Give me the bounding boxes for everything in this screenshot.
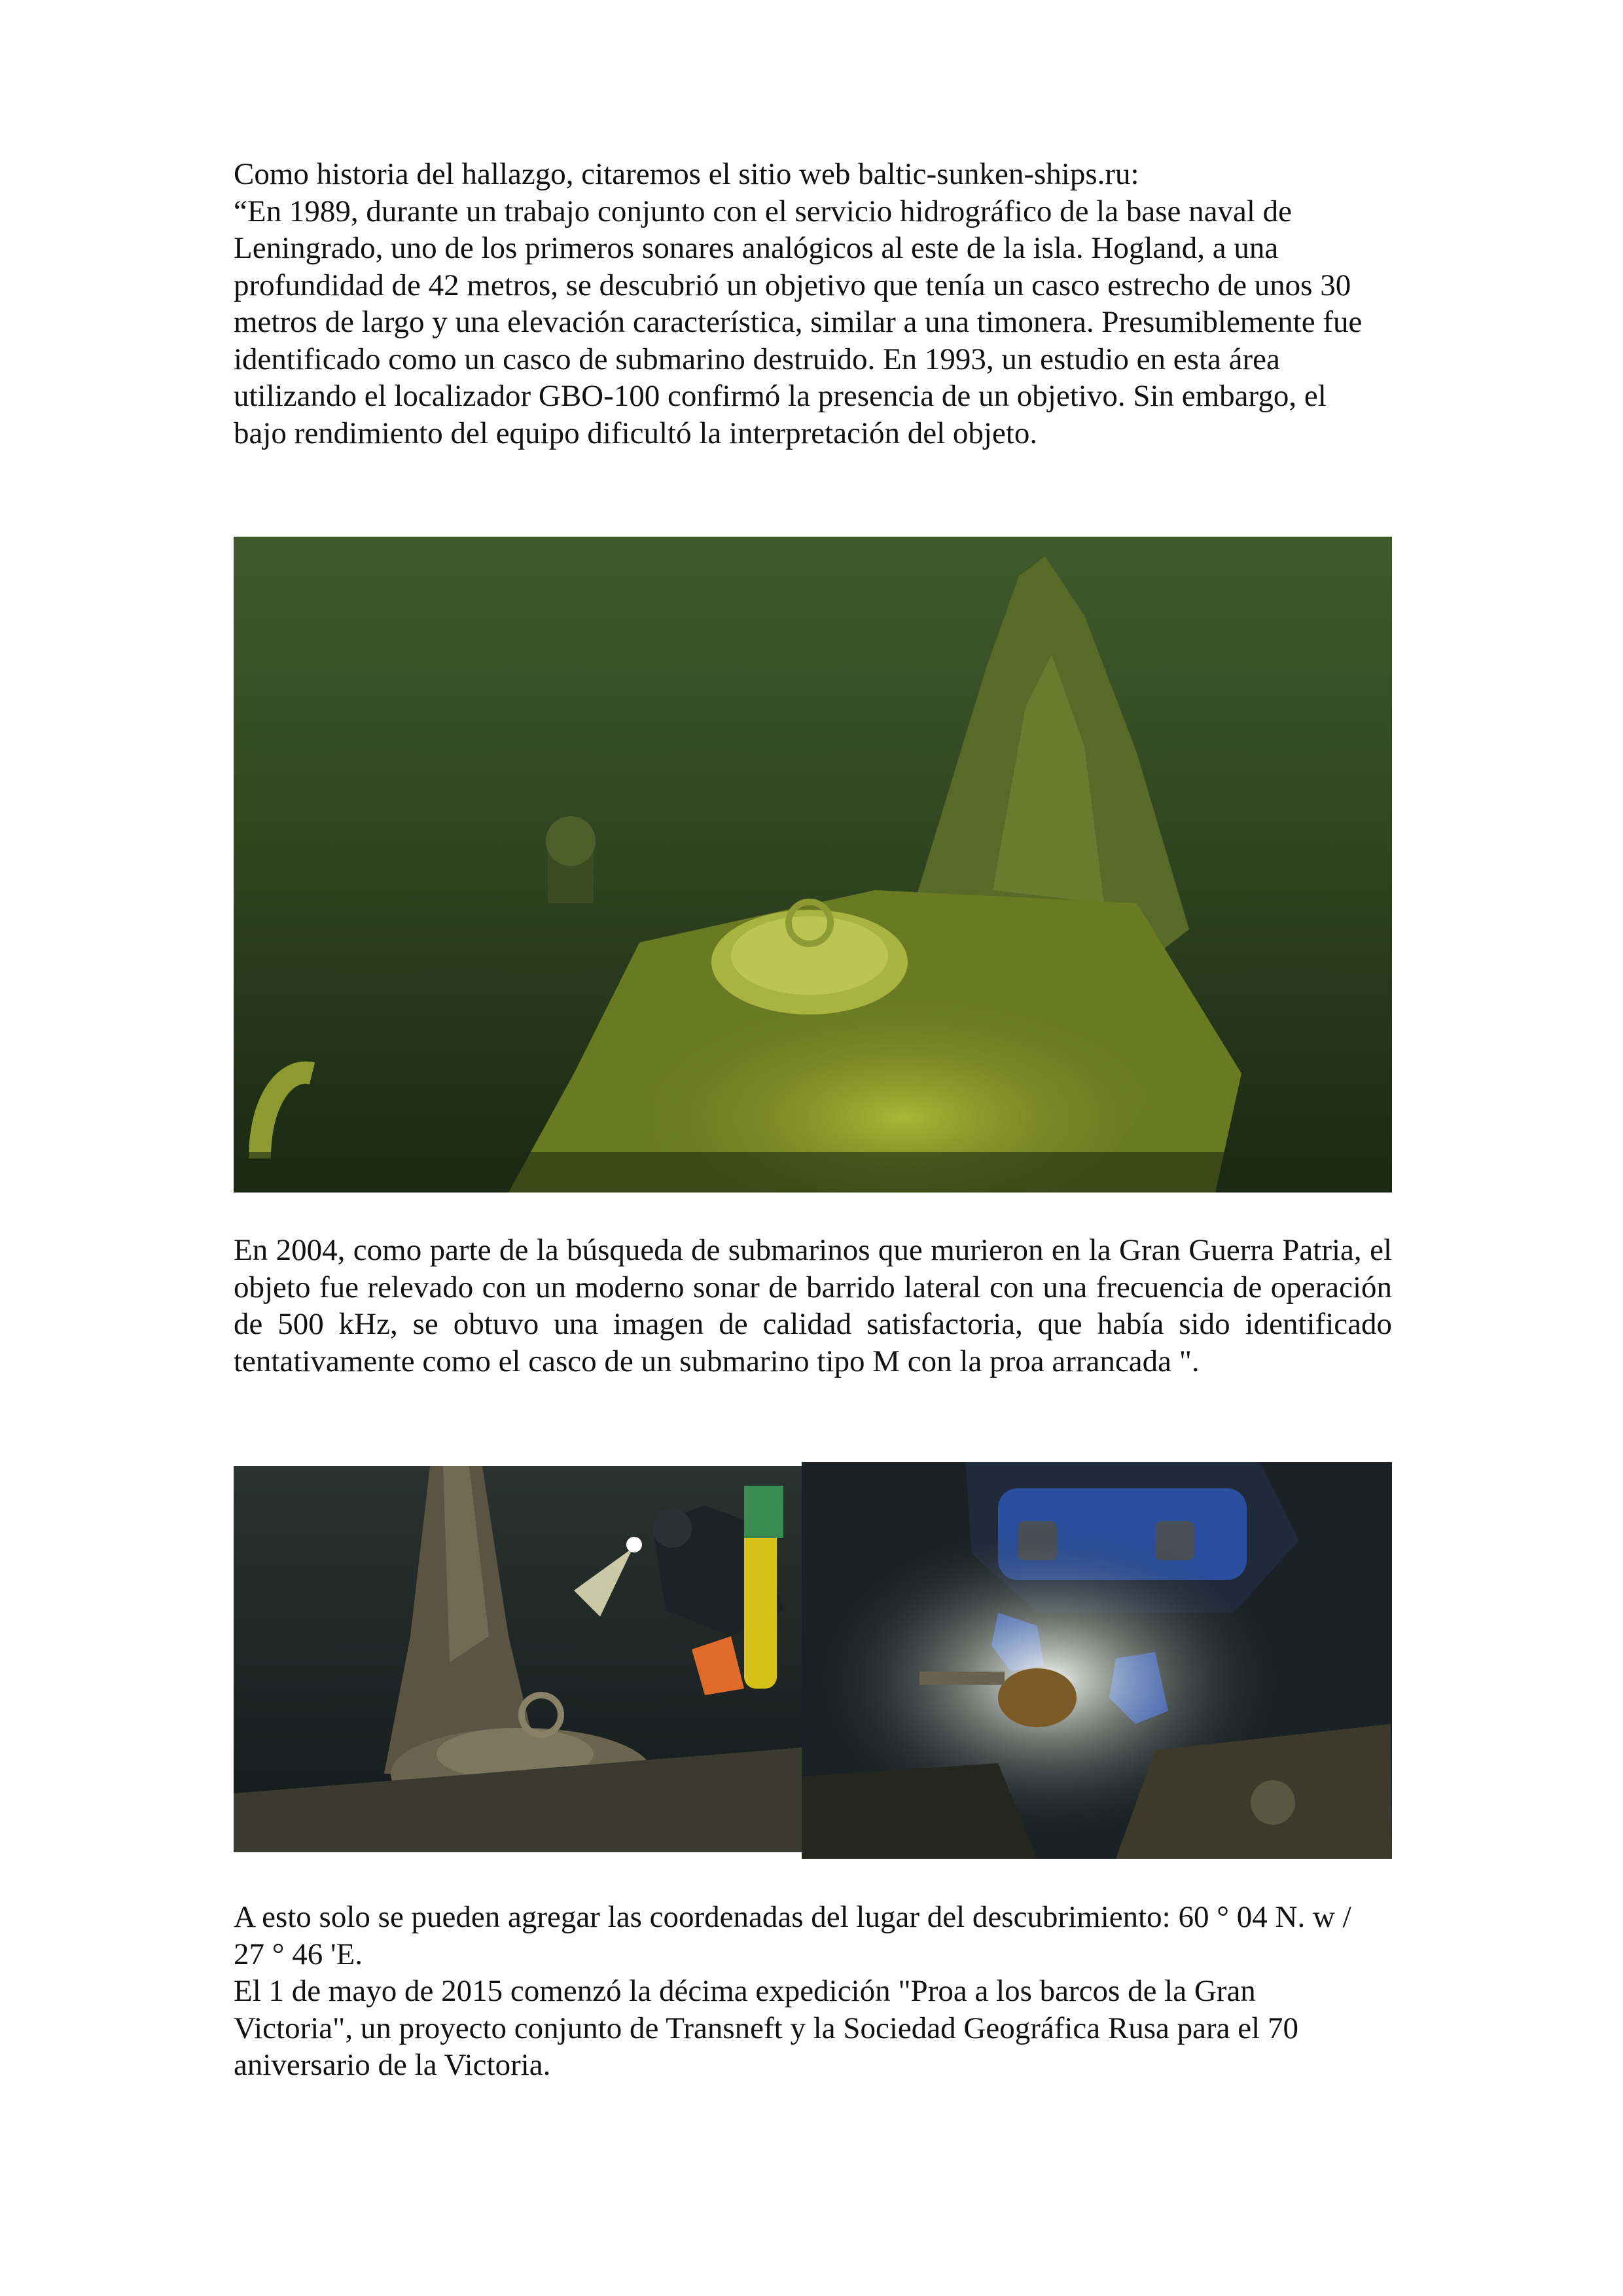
coordinates-text: A esto solo se pueden agregar las coordenadas del lugar del descubrimiento: 60 ° 04 N. w / 27 ° 46 'E.	[234, 1900, 1351, 1971]
intro-quote: “En 1989, durante un trabajo conjunto con el servicio hidrográfico de la base naval de Leningrado, uno de los primeros sonares analógicos al este de la isla. Hogland, a una profundidad de 42 metros, se descubrió un objetivo que tenía un casco estrecho de unos 30 metros de largo y una elevación característica, similar a una timonera. Presumiblemente fue identificado como un casco de submarino destruido. En 1993, un estudio en esta área utilizando el localizador GBO-100 confirmó la presencia de un objetivo. Sin embargo, el bajo rendimiento del equipo dificultó la interpretación del objeto.	[234, 194, 1363, 450]
divers-inspection-photo	[802, 1462, 1392, 1859]
closing-block	[234, 1899, 1379, 2084]
intro-block	[234, 156, 1379, 452]
sonar-survey-text: En 2004, como parte de la búsqueda de submarinos que murieron en la Gran Guerra Patria, el objeto fue relevado con un moderno sonar de barrido lateral con una frecuencia de operación de 500 kHz, se obtuvo una imagen de calidad satisfactoria, que había sido identificado tentativamente como el casco de un submarino tipo M con la proa arrancada ".	[234, 1233, 1392, 1378]
wreck-conning-tower-photo	[234, 537, 1392, 1193]
expedition-text: El 1 de mayo de 2015 comenzó la décima expedición "Proa a los barcos de la Gran Victoria", un proyecto conjunto de Transneft y la Sociedad Geográfica Rusa para el 70 aniversario de la Victoria.	[234, 1974, 1298, 2082]
intro-line: Como historia del hallazgo, citaremos el sitio web baltic-sunken-ships.ru:	[234, 157, 1139, 191]
sonar-survey-paragraph	[234, 1232, 1392, 1380]
diver-hatch-photo	[234, 1466, 802, 1852]
